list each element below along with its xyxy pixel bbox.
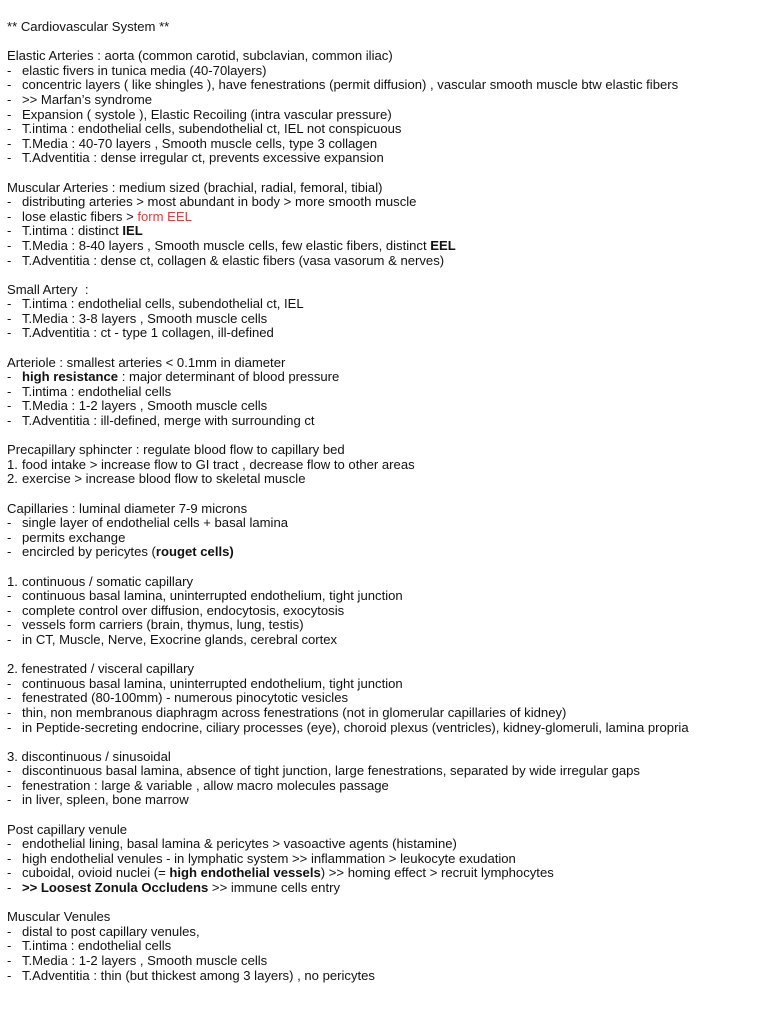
heading-line — [7, 750, 768, 765]
bullet-line — [7, 399, 768, 414]
bullet-dash: - — [7, 106, 12, 122]
line-text: in liver, spleen, bone marrow — [22, 792, 189, 808]
line-text: T.Media : 1-2 layers , Smooth muscle cells — [22, 953, 268, 968]
bullet-line — [7, 64, 768, 79]
list-number: 1. — [7, 573, 18, 589]
bullet-dash: - — [7, 777, 12, 793]
blank-line — [7, 341, 768, 356]
bullet-line — [7, 78, 768, 93]
bullet-dash: - — [7, 310, 12, 326]
bullet-line — [7, 224, 768, 239]
line-text: continuous / somatic capillary — [22, 573, 194, 589]
bullet-dash: - — [7, 223, 12, 239]
line-text: T.intima : endothelial cells — [22, 383, 172, 399]
blank-line — [7, 487, 768, 502]
line-text: T.intima : endothelial cells — [22, 938, 172, 954]
line-text: T.Media : 8-40 layers , Smooth muscle cells, few elastic fibers, distinct — [22, 237, 431, 253]
bullet-dash: - — [7, 398, 12, 414]
bullet-line — [7, 414, 768, 429]
line-text: distal to post capillary venules, — [22, 923, 200, 939]
bold-text: high endothelial vessels — [169, 865, 321, 881]
bullet-dash: - — [7, 602, 12, 618]
bullet-line — [7, 779, 768, 794]
line-text: discontinuous basal lamina, absence of tight junction, large fenestrations, separated by wide irregular gaps — [22, 763, 640, 779]
bullet-dash: - — [7, 91, 12, 107]
blank-line — [7, 166, 768, 181]
line-text: >> immune cells entry — [208, 880, 340, 896]
line-text: lose elastic fibers > — [22, 208, 138, 224]
numbered-line — [7, 575, 768, 590]
bold-text: rouget cells) — [155, 544, 234, 560]
bullet-dash: - — [7, 617, 12, 633]
line-text: T.intima : endothelial cells, subendothelial ct, IEL not conspicuous — [22, 121, 402, 137]
bullet-line — [7, 866, 768, 881]
line-text: elastic fivers in tunica media (40-70layers) — [22, 62, 267, 78]
bullet-dash: - — [7, 880, 12, 896]
line-text: Elastic Arteries : aorta (common carotid, subclavian, common iliac) — [7, 48, 393, 64]
line-text: >> Marfan’s syndrome — [22, 91, 153, 107]
line-text: T.Adventitia : ct - type 1 collagen, ill-defined — [22, 325, 274, 341]
line-text: encircled by pericytes ( — [22, 544, 156, 560]
line-text: : major determinant of blood pressure — [118, 369, 340, 385]
line-text: complete control over diffusion, endocytosis, exocytosis — [22, 602, 345, 618]
bullet-dash: - — [7, 704, 12, 720]
line-text: fenestrated (80-100mm) - numerous pinocytotic vesicles — [22, 690, 349, 706]
line-text: T.Media : 1-2 layers , Smooth muscle cells — [22, 398, 268, 414]
heading-line — [7, 49, 768, 64]
line-text: Arteriole : smallest arteries < 0.1mm in diameter — [7, 354, 286, 370]
bullet-line — [7, 545, 768, 560]
line-text: T.Adventitia : thin (but thickest among 3 layers) , no pericytes — [22, 967, 375, 983]
bullet-line — [7, 370, 768, 385]
heading-line — [7, 910, 768, 925]
bullet-line — [7, 677, 768, 692]
bullet-dash: - — [7, 631, 12, 647]
bullet-line — [7, 297, 768, 312]
bullet-line — [7, 385, 768, 400]
blank-line — [7, 896, 768, 911]
bullet-dash: - — [7, 369, 12, 385]
line-text: continuous basal lamina, uninterrupted endothelium, tight junction — [22, 588, 403, 604]
bullet-dash: - — [7, 325, 12, 341]
bullet-line — [7, 604, 768, 619]
bullet-line — [7, 195, 768, 210]
heading-line — [7, 181, 768, 196]
line-text: thin, non membranous diaphragm across fenestrations (not in glomerular capillaries of kidney) — [22, 704, 567, 720]
blank-line — [7, 560, 768, 575]
bullet-dash: - — [7, 296, 12, 312]
bullet-line — [7, 954, 768, 969]
bold-text: IEL — [122, 223, 143, 239]
line-text: endothelial lining, basal lamina & pericytes > vasoactive agents (histamine) — [22, 836, 457, 852]
blank-line — [7, 268, 768, 283]
bullet-dash: - — [7, 194, 12, 210]
bullet-line — [7, 93, 768, 108]
bullet-dash: - — [7, 588, 12, 604]
heading-line — [7, 502, 768, 517]
line-text: concentric layers ( like shingles ), have fenestrations (permit diffusion) , vascular smooth muscle btw elastic fibers — [22, 77, 679, 93]
bullet-line — [7, 312, 768, 327]
bullet-dash: - — [7, 865, 12, 881]
bullet-line — [7, 151, 768, 166]
bullet-dash: - — [7, 792, 12, 808]
bullet-line — [7, 925, 768, 940]
bullet-dash: - — [7, 544, 12, 560]
bullet-line — [7, 254, 768, 269]
line-text: ** Cardiovascular System ** — [7, 19, 170, 34]
bold-text: >> Loosest Zonula Occludens — [22, 880, 209, 896]
bullet-line — [7, 239, 768, 254]
line-text: T.intima : distinct — [22, 223, 123, 239]
bullet-line — [7, 706, 768, 721]
bullet-dash: - — [7, 515, 12, 531]
line-text: cuboidal, ovioid nuclei (= — [22, 865, 170, 881]
bullet-line — [7, 691, 768, 706]
list-number: 2. — [7, 471, 18, 487]
line-text: continuous basal lamina, uninterrupted endothelium, tight junction — [22, 675, 403, 691]
bullet-line — [7, 881, 768, 896]
bullet-line — [7, 137, 768, 152]
bullet-dash: - — [7, 62, 12, 78]
bullet-dash: - — [7, 953, 12, 968]
list-number: 1. — [7, 456, 18, 472]
line-text: T.Adventitia : dense ct, collagen & elastic fibers (vasa vasorum & nerves) — [22, 252, 445, 268]
bullet-dash: - — [7, 938, 12, 954]
bullet-dash: - — [7, 121, 12, 137]
line-text: ) >> homing effect > recruit lymphocytes — [320, 865, 554, 881]
line-text: Muscular Arteries : medium sized (brachial, radial, femoral, tibial) — [7, 179, 383, 195]
bullet-line — [7, 618, 768, 633]
bullet-dash: - — [7, 529, 12, 545]
bullet-dash: - — [7, 850, 12, 866]
line-text: distributing arteries > most abundant in body > more smooth muscle — [22, 194, 417, 210]
bullet-dash: - — [7, 252, 12, 268]
line-text: high endothelial venules - in lymphatic system >> inflammation > leukocyte exudation — [22, 850, 516, 866]
bullet-line — [7, 764, 768, 779]
bullet-dash: - — [7, 383, 12, 399]
bullet-dash: - — [7, 77, 12, 93]
heading-line — [7, 20, 768, 35]
line-text: T.Adventitia : ill-defined, merge with surrounding ct — [22, 413, 315, 429]
line-text: Capillaries : luminal diameter 7-9 microns — [7, 500, 248, 516]
bullet-dash: - — [7, 675, 12, 691]
line-text: Expansion ( systole ), Elastic Recoiling (intra vascular pressure) — [22, 106, 392, 122]
bullet-dash: - — [7, 967, 12, 983]
bullet-line — [7, 531, 768, 546]
bullet-line — [7, 326, 768, 341]
bullet-line — [7, 122, 768, 137]
bullet-line — [7, 939, 768, 954]
line-text: T.intima : endothelial cells, subendothelial ct, IEL — [22, 296, 304, 312]
bullet-line — [7, 589, 768, 604]
line-text: 2. fenestrated / visceral capillary — [7, 661, 195, 677]
bullet-dash: - — [7, 237, 12, 253]
bullet-line — [7, 969, 768, 984]
line-text: single layer of endothelial cells + basal lamina — [22, 515, 289, 531]
heading-line — [7, 356, 768, 371]
line-text: 3. discontinuous / sinusoidal — [7, 748, 171, 764]
bold-text: EEL — [430, 237, 456, 253]
bullet-line — [7, 721, 768, 736]
bullet-line — [7, 516, 768, 531]
blank-line — [7, 429, 768, 444]
line-text: vessels form carriers (brain, thymus, lung, testis) — [22, 617, 304, 633]
line-text: Precapillary sphincter : regulate blood flow to capillary bed — [7, 442, 345, 458]
bullet-dash: - — [7, 923, 12, 939]
line-text: in Peptide-secreting endocrine, ciliary processes (eye), choroid plexus (ventricles), kidney-glomeruli, lamina propria — [22, 719, 689, 735]
bullet-dash: - — [7, 208, 12, 224]
bullet-dash: - — [7, 135, 12, 151]
bullet-dash: - — [7, 719, 12, 735]
blank-line — [7, 648, 768, 663]
line-text: fenestration : large & variable , allow macro molecules passage — [22, 777, 389, 793]
bullet-line — [7, 793, 768, 808]
line-text: exercise > increase blood flow to skeletal muscle — [22, 471, 306, 487]
bold-text: high resistance — [22, 369, 119, 385]
line-text: in CT, Muscle, Nerve, Exocrine glands, cerebral cortex — [22, 631, 338, 647]
blank-line — [7, 35, 768, 50]
bullet-dash: - — [7, 690, 12, 706]
blank-line — [7, 808, 768, 823]
bullet-dash: - — [7, 413, 12, 429]
line-text: permits exchange — [22, 529, 126, 545]
line-text: T.Media : 40-70 layers , Smooth muscle cells, type 3 collagen — [22, 135, 378, 151]
bullet-line — [7, 852, 768, 867]
bullet-line — [7, 837, 768, 852]
heading-line — [7, 443, 768, 458]
heading-line — [7, 662, 768, 677]
line-text: Small Artery : — [7, 281, 89, 297]
highlight-text: form EEL — [137, 208, 192, 224]
heading-line — [7, 283, 768, 298]
heading-line — [7, 823, 768, 838]
bullet-dash: - — [7, 763, 12, 779]
line-text: Muscular Venules — [7, 909, 111, 925]
numbered-line — [7, 472, 768, 487]
bullet-line — [7, 108, 768, 123]
bullet-line — [7, 210, 768, 225]
line-text: T.Media : 3-8 layers , Smooth muscle cells — [22, 310, 268, 326]
line-text: T.Adventitia : dense irregular ct, prevents excessive expansion — [22, 150, 384, 166]
bullet-dash: - — [7, 836, 12, 852]
blank-line — [7, 735, 768, 750]
bullet-dash: - — [7, 150, 12, 166]
line-text: Post capillary venule — [7, 821, 128, 837]
line-text: food intake > increase flow to GI tract , decrease flow to other areas — [22, 456, 415, 472]
bullet-line — [7, 633, 768, 648]
numbered-line — [7, 458, 768, 473]
